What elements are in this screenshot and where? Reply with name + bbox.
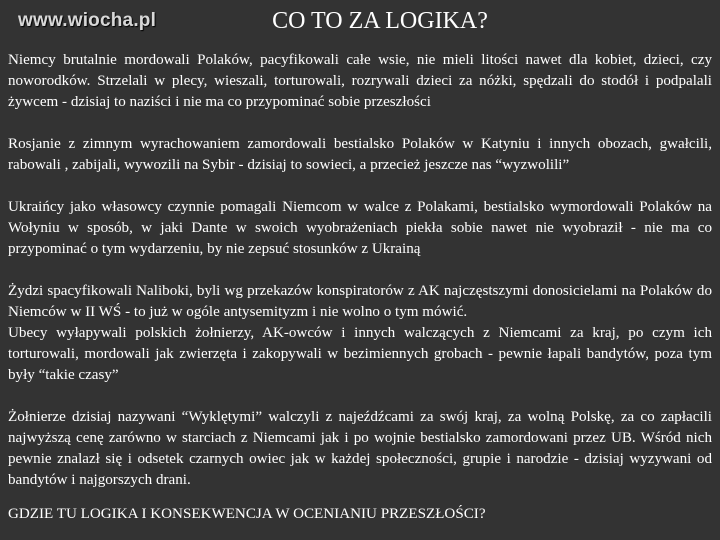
paragraph-germans: Niemcy brutalnie mordowali Polaków, pacyfikowali całe wsie, nie mieli litości nawet dla kobiet, dzieci, czy noworodków. Strzelali w plecy, wieszali, torturowali, rozrywali dzieci za nóżki, spędzali do stodół i podpalali żywcem - dzisiaj to naziści i nie ma co przypominać sobie przeszłości (8, 52, 712, 110)
closing-question: GDZIE TU LOGIKA I KONSEKWENCJA W OCENIANIU PRZESZŁOŚCI? (8, 506, 486, 522)
paragraph-russians: Rosjanie z zimnym wyrachowaniem zamordowali bestialsko Polaków w Katyniu i innych obozach, gwałcili, rabowali , zabijali, wywozili na Sybir - dzisiaj to sowieci, a przecież jeszcze nas “wyzwolili” (8, 136, 712, 173)
paragraph-ukrainians: Ukraińcy jako własowcy czynnie pomagali Niemcom w walce z Polakami, bestialsko wymordowali Polaków na Wołyniu w sposób, w jaki Dante w swoich wyobrażeniach piekła sobie nawet nie wyobraził - nie ma co przypominać o tym wydarzeniu, by nie zepsuć stosunków z Ukrainą (8, 199, 712, 257)
paragraph-jews: Żydzi spacyfikowali Naliboki, byli wg przekazów konspiratorów z AK najczęstszymi donosicielami na Polaków do Niemców w II WŚ - to już w ogóle antysemityzm i nie wolno o tym mówić. (8, 283, 712, 320)
paragraph-cursed-soldiers: Żołnierze dzisiaj nazywani “Wyklętymi” walczyli z najeźdźcami za swój kraj, za wolną Polskę, za co zapłacili najwyższą cenę zarówno w starciach z Niemcami jak i po wojnie bestialsko zamordowani przez UB. Wśród nich pewnie znalazł się i odsetek czarnych owiec jak w każdej społeczności, grupie i narodzie - dzisiaj wyzywani od bandytów i najgorszych drani. (8, 409, 712, 488)
watermark: www.wiocha.pl (18, 10, 157, 31)
page-title: CO TO ZA LOGIKA? (272, 8, 488, 34)
text-body (8, 50, 712, 491)
paragraph-ubecy: Ubecy wyłapywali polskich żołnierzy, AK-owców i innych walczących z Niemcami za kraj, po czym ich torturowali, mordowali jak zwierzęta i zakopywali w bezimiennych grobach - pewnie łapali bandytów, poza tym były “takie czasy” (8, 325, 712, 383)
